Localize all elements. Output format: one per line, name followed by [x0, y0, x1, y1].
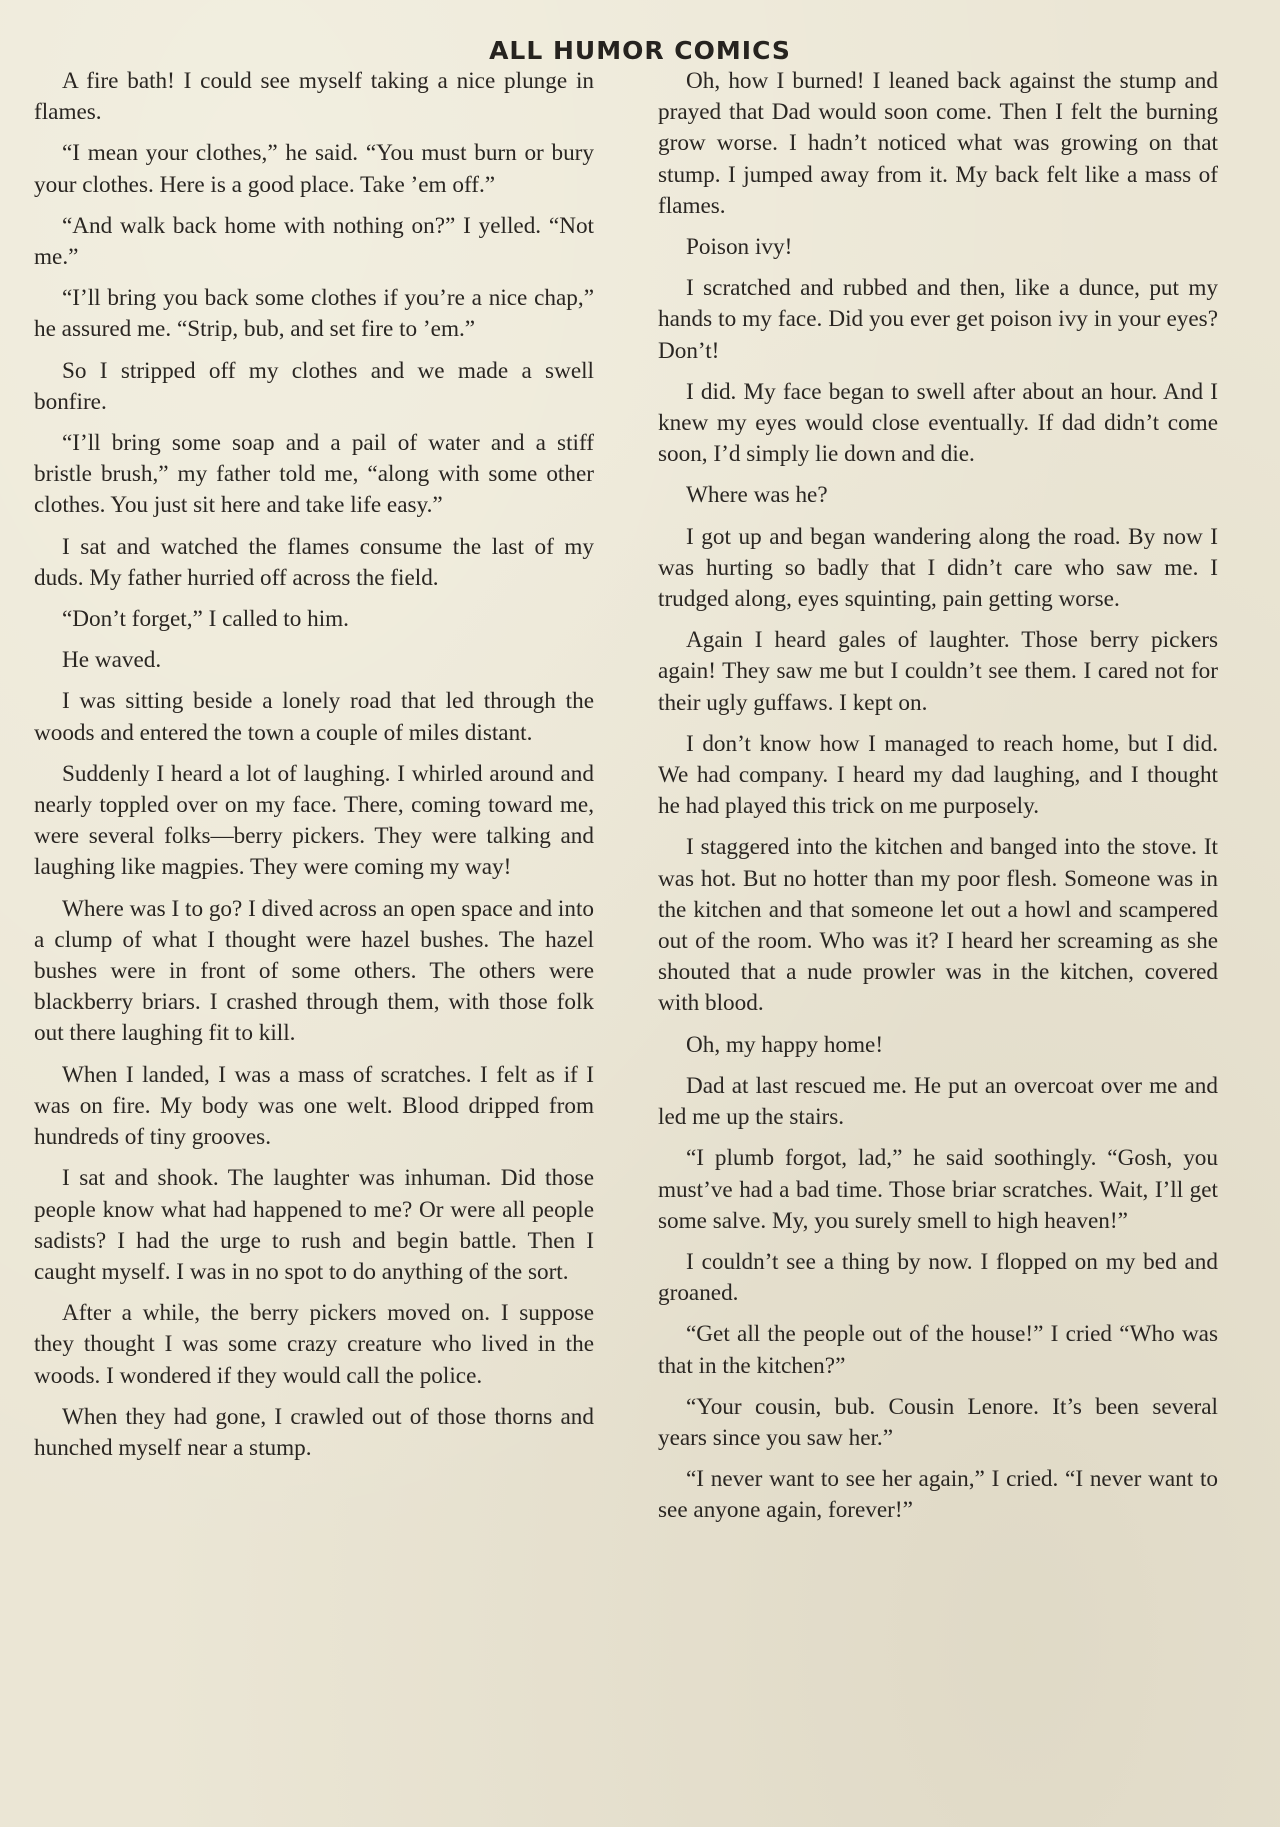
left-column	[34, 66, 594, 1474]
paragraph: “Don’t forget,” I called to him.	[62, 606, 349, 633]
paragraph: “I mean your clothes,” he said. “You must burn or bury your clothes. Here is a good place. Take ’em off.”	[34, 140, 594, 198]
paragraph: “And walk back home with nothing on?” I yelled. “Not me.”	[34, 212, 594, 271]
paragraph: “I’ll bring some soap and a pail of water and a stiff bristle brush,” my father told me, “along with some other clothes. You just sit here and take life easy.”	[34, 430, 594, 519]
paragraph: Where was he?	[686, 482, 828, 509]
paragraph: Poison ivy!	[686, 234, 793, 261]
page-header: ALL HUMOR COMICS	[489, 36, 791, 65]
right-column	[658, 66, 1218, 1537]
paragraph: I couldn’t see a thing by now. I flopped on my bed and groaned.	[658, 1248, 1218, 1307]
paragraph: “Your cousin, bub. Cousin Lenore. It’s been several years since you saw her.”	[658, 1393, 1218, 1451]
paragraph: Suddenly I heard a lot of laughing. I whirled around and nearly toppled over on my face. There, coming toward me, were several folks—berry pickers. They were talking and laughing like magpies. They were coming my way!	[34, 760, 594, 881]
paragraph: Oh, how I burned! I leaned back against the stump and prayed that Dad would soon come. Then I felt the burning grow worse. I hadn’t noticed what was growing on that stump. I jumped away from it. My back felt like a mass of flames.	[658, 68, 1218, 219]
paragraph: I sat and shook. The laughter was inhuman. Did those people know what had happened to me? Or were all people sadists? I had the urge to rush and begin battle. Then I caught myself. I was in no spot to do anything of the sort.	[34, 1165, 594, 1285]
paragraph: Again I heard gales of laughter. Those berry pickers again! They saw me but I couldn’t see them. I cared not for their ugly guffaws. I kept on.	[658, 627, 1218, 716]
paragraph: After a while, the berry pickers moved on. I suppose they thought I was some crazy creature who lived in the woods. I wondered if they would call the police.	[34, 1300, 594, 1389]
paragraph: When I landed, I was a mass of scratches. I felt as if I was on fire. My body was one welt. Blood dripped from hundreds of tiny grooves.	[34, 1061, 594, 1151]
paragraph: So I stripped off my clothes and we made a swell bonfire.	[34, 357, 594, 415]
paragraph: Oh, my happy home!	[686, 1031, 884, 1058]
paragraph: Dad at last rescued me. He put an overcoat over me and led me up the stairs.	[658, 1072, 1218, 1131]
paragraph: I did. My face began to swell after about an hour. And I knew my eyes would close eventually. If dad didn’t come soon, I’d simply lie down and die.	[658, 378, 1218, 468]
paragraph: I don’t know how I managed to reach home, but I did. We had company. I heard my dad laughing, and I thought he had played this trick on me purposely.	[658, 730, 1218, 820]
paragraph: “I plumb forgot, lad,” he said soothingly. “Gosh, you must’ve had a bad time. Those briar scratches. Wait, I’ll get some salve. My, you surely smell to high heaven!”	[658, 1145, 1218, 1234]
paragraph: “I never want to see her again,” I cried. “I never want to see anyone again, forever!”	[658, 1466, 1218, 1524]
paragraph: “I’ll bring you back some clothes if you’re a nice chap,” he assured me. “Strip, bub, and set fire to ’em.”	[34, 285, 594, 343]
paragraph: A fire bath! I could see myself taking a nice plunge in flames.	[34, 68, 594, 126]
paragraph: “Get all the people out of the house!” I cried “Who was that in the kitchen?”	[658, 1321, 1218, 1379]
paragraph: I staggered into the kitchen and banged into the stove. It was hot. But no hotter than my poor flesh. Someone was in the kitchen and that someone let out a howl and scampered out of the room. Who was it? I heard her screaming as she shouted that a nude prowler was in the kitchen, covered with blood.	[658, 834, 1218, 1017]
paragraph: I was sitting beside a lonely road that led through the woods and entered the town a couple of miles distant.	[34, 688, 594, 746]
paragraph: I got up and began wandering along the road. By now I was hurting so badly that I didn’t care who saw me. I trudged along, eyes squinting, pain getting worse.	[658, 523, 1218, 613]
paragraph: I scratched and rubbed and then, like a dunce, put my hands to my face. Did you ever get poison ivy in your eyes? Don’t!	[658, 275, 1218, 364]
paragraph: When they had gone, I crawled out of those thorns and hunched myself near a stump.	[34, 1403, 594, 1461]
paragraph: Where was I to go? I dived across an open space and into a clump of what I thought were hazel bushes. The hazel bushes were in front of some others. The others were blackberry briars. I crashed through them, with those folk out there laughing fit to kill.	[34, 895, 594, 1047]
paragraph: I sat and watched the flames consume the last of my duds. My father hurried off across the field.	[34, 533, 594, 591]
paragraph: He waved.	[62, 647, 162, 674]
